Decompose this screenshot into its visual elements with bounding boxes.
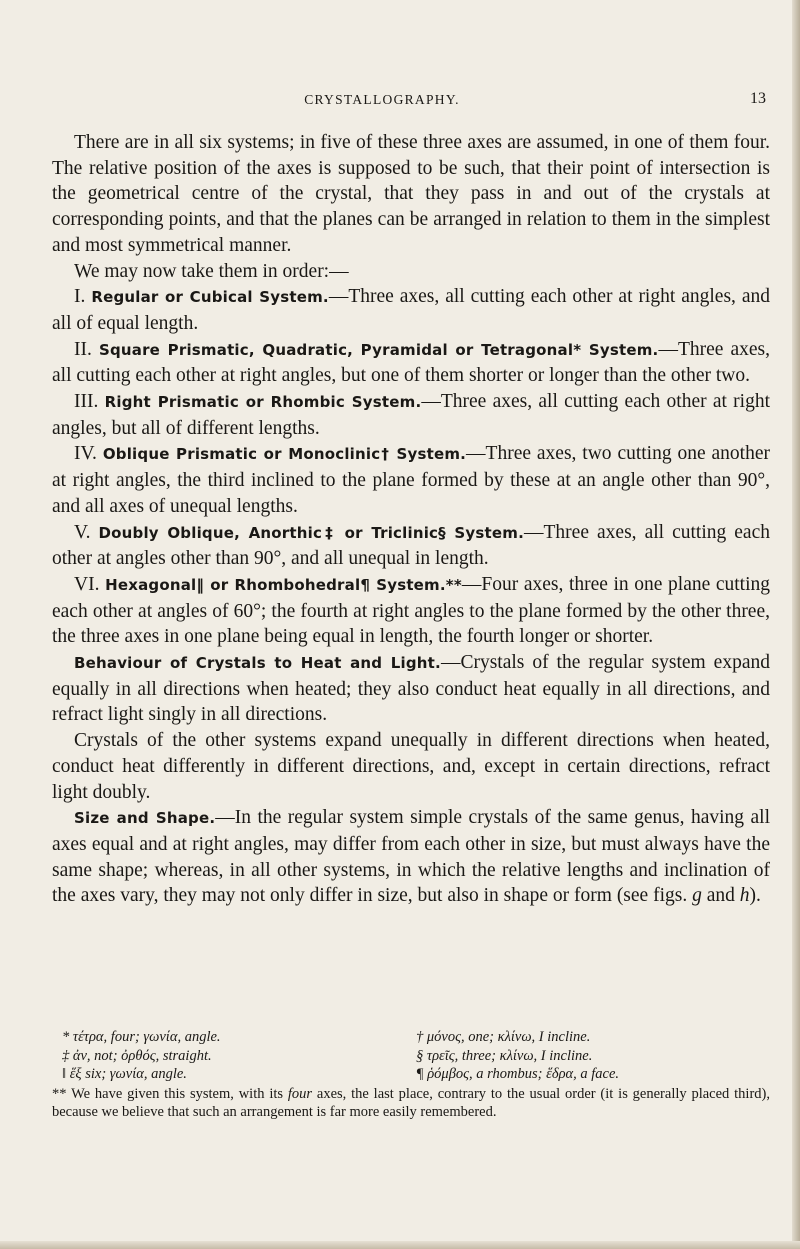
size-shape-text: —In the regular system simple crystals of the same genus, having all axes equal and at right angles, may differ from each other in size, but must always have the same shape; whereas, in all other systems, in which the relative lengths and inclination of the axes vary, they may not only differ in size, but also in shape or form (see figs. bbox=[52, 807, 771, 907]
system-heading: Right Prismatic or Rhombic System. bbox=[104, 393, 422, 412]
system-heading: Hexagonal‖ or Rhombohedral¶ System.** bbox=[105, 575, 462, 594]
footnotes bbox=[52, 1028, 770, 1122]
order-line: We may now take them in order:— bbox=[74, 260, 349, 282]
behaviour-text: —Crystals of the regular system expand equally in all directions when heated; they also conduct heat equally in all directions, and refract light singly in all directions. bbox=[52, 652, 770, 726]
behaviour-paragraph bbox=[52, 650, 770, 728]
system-2 bbox=[52, 337, 770, 389]
size-shape-close: ). bbox=[749, 885, 761, 907]
system-4 bbox=[52, 441, 770, 519]
system-6 bbox=[52, 572, 770, 650]
note-text-end: axes, the last place, contrary to the usual order (it is generally placed third), because we believe that such an arrangement is far more easily remembered. bbox=[52, 1085, 770, 1120]
system-number: II. bbox=[74, 338, 92, 360]
system-description: —Three axes, all cutting each other at right angles, but all of different lengths. bbox=[52, 391, 771, 439]
footnote-rhombohedral: ¶ ῥόμβος, a rhombus; ἕδρα, a face. bbox=[416, 1066, 620, 1082]
system-number: V. bbox=[74, 521, 91, 543]
system-heading: Regular or Cubical System. bbox=[91, 288, 329, 307]
size-shape-conjunction: and bbox=[701, 885, 740, 907]
footnote-anorthic: ‡ ἀν, not; ὀρθός, straight. bbox=[62, 1047, 212, 1064]
system-number: III. bbox=[74, 391, 99, 413]
footnote-monoclinic: † μόνος, one; κλίνω, I incline. bbox=[416, 1029, 591, 1045]
footnote-triclinic: § τρεῖς, three; κλίνω, I incline. bbox=[416, 1047, 593, 1064]
system-number: VI. bbox=[74, 573, 100, 595]
system-heading: Oblique Prismatic or Monoclinic† System. bbox=[102, 445, 467, 464]
note-text: ** We have given this system, with its bbox=[52, 1085, 288, 1102]
page-number: 13 bbox=[750, 90, 766, 107]
system-heading: Doubly Oblique, Anorthic‡ or Triclinic§ System. bbox=[98, 523, 525, 542]
intro-paragraph: There are in all six systems; in five of these three axes are assumed, in one of them four. The relative position of the axes is supposed to be such, that their point of intersection is the geometrical centre of the crystal, that they pass in and out of the crystals at corresponding points, and that the planes can be arranged in relation to them in the simplest and most symmetrical manner. bbox=[52, 132, 770, 256]
other-systems-paragraph: Crystals of the other systems expand unequally in different directions when heated, conduct heat differently in different directions, and, except in certain directions, refract light doubly. bbox=[52, 730, 770, 803]
behaviour-heading: Behaviour of Crystals to Heat and Light. bbox=[74, 654, 441, 673]
system-3 bbox=[52, 389, 770, 441]
system-description: —Three axes, all cutting each other at right angles, and all of equal length. bbox=[52, 286, 771, 334]
footnote-row bbox=[52, 1065, 770, 1084]
footnote-tetragonal: * τέτρα, four; γωνία, angle. bbox=[62, 1029, 221, 1045]
system-heading: Square Prismatic, Quadratic, Pyramidal or Tetragonal* System. bbox=[98, 340, 659, 359]
page-spine-shadow bbox=[792, 0, 800, 1249]
body-text bbox=[52, 130, 770, 909]
size-shape-paragraph bbox=[52, 805, 770, 909]
system-1 bbox=[52, 284, 770, 336]
running-head: CRYSTALLOGRAPHY. bbox=[304, 92, 460, 107]
footnote-row bbox=[52, 1028, 770, 1047]
figure-ref-g: g bbox=[692, 885, 702, 907]
size-shape-heading: Size and Shape. bbox=[74, 809, 216, 828]
footnote-hexagonal: ‖ ἕξ six; γωνία, angle. bbox=[62, 1066, 187, 1082]
system-number: I. bbox=[74, 286, 86, 308]
figure-ref-h: h bbox=[739, 885, 750, 907]
footnote-row bbox=[52, 1047, 770, 1066]
footnote-order-note bbox=[52, 1085, 770, 1122]
system-description: —Three axes, two cutting one another at right angles, the third inclined to the plane formed by these at an angle other than 90°, and all axes of unequal lengths. bbox=[52, 443, 770, 517]
system-description: —Three axes, all cutting each other at angles other than 90°, and all unequal in length. bbox=[52, 521, 770, 570]
system-description: —Four axes, three in one plane cutting each other at angles of 60°; the fourth at right angles to the plane formed by the other three, the three axes in one plane being equal in length, the fourth longer or shorter. bbox=[52, 573, 771, 648]
page-bottom-edge bbox=[0, 1241, 800, 1249]
system-description: —Three axes, all cutting each other at right angles, but one of them shorter or longer than the other two. bbox=[52, 338, 770, 387]
system-5 bbox=[52, 520, 770, 572]
note-emphasis: four bbox=[287, 1085, 313, 1102]
system-number: IV. bbox=[74, 443, 97, 465]
